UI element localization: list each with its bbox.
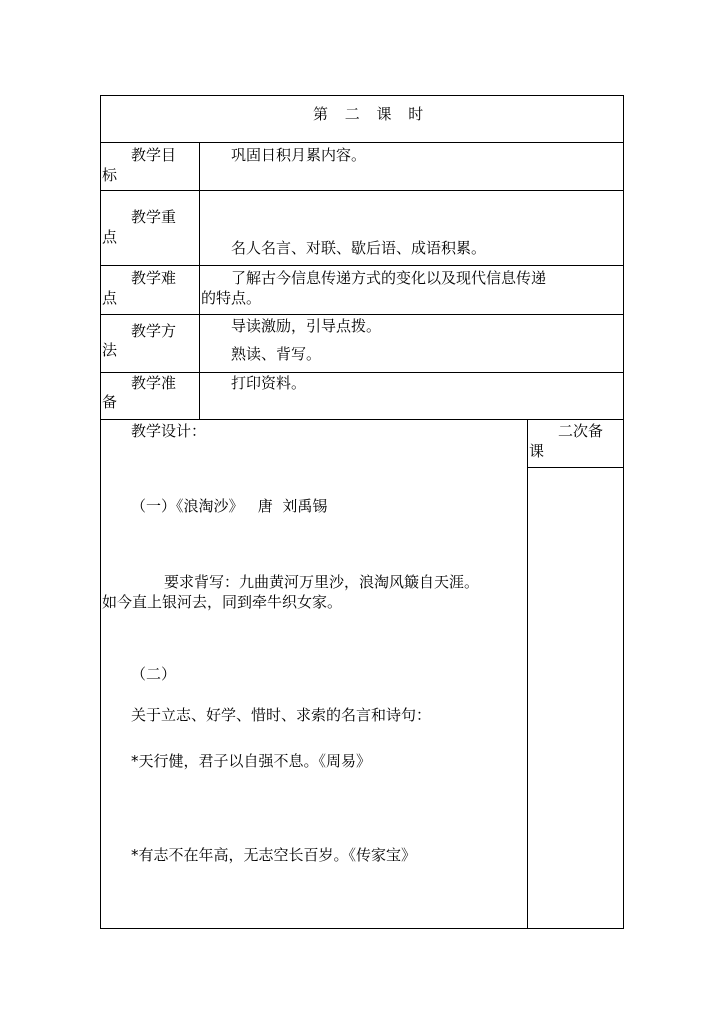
- section2-title: （二）: [131, 665, 177, 683]
- section2-intro: 关于立志、好学、惜时、求索的名言和诗句：: [131, 706, 432, 724]
- quote-item: *有志不在年高，无志空长百岁。《传家宝》: [131, 846, 417, 864]
- prep-content: 打印资料。: [231, 374, 307, 392]
- method-label-line2: 法: [102, 341, 118, 359]
- prep-label-line2: 备: [102, 393, 118, 411]
- table-border-left: [100, 95, 101, 929]
- goal-label-line1: 教学目: [131, 146, 177, 164]
- side-heading-line1: 二次备: [558, 422, 604, 440]
- table-border-top: [100, 95, 624, 96]
- table-border-right: [623, 95, 624, 929]
- quote-item: *天行健，君子以自强不息。《周易》: [131, 752, 372, 770]
- recite-line1: 要求背写：九曲黄河万里沙，浪淘风簸自天涯。: [164, 573, 480, 591]
- row-divider-title: [100, 142, 624, 143]
- focus-label-line2: 点: [102, 228, 118, 246]
- row-divider-focus: [100, 265, 624, 266]
- goal-label-line2: 标: [102, 166, 118, 184]
- side-heading-divider: [527, 467, 624, 468]
- label-column-divider: [199, 142, 200, 420]
- recite-line2: 如今直上银河去，同到牵牛织女家。: [102, 593, 343, 611]
- design-heading: 教学设计：: [131, 422, 207, 440]
- side-column-divider: [527, 419, 528, 929]
- difficulty-label-line2: 点: [102, 289, 118, 307]
- prep-label-line1: 教学准: [131, 374, 177, 392]
- row-divider-goal: [100, 190, 624, 191]
- row-divider-method: [100, 372, 624, 373]
- row-divider-difficulty: [100, 314, 624, 315]
- section1-title: （一）《浪淘沙》 唐 刘禹锡: [131, 497, 328, 515]
- method-label-line1: 教学方: [131, 322, 177, 340]
- difficulty-content-line1: 了解古今信息传递方式的变化以及现代信息传递: [231, 269, 547, 287]
- goal-content: 巩固日积月累内容。: [231, 146, 367, 164]
- row-divider-prep: [100, 419, 624, 420]
- focus-label-line1: 教学重: [131, 208, 177, 226]
- table-border-bottom: [100, 928, 624, 929]
- difficulty-content-line2: 的特点。: [201, 289, 262, 307]
- focus-content: 名人名言、对联、歇后语、成语积累。: [231, 239, 487, 257]
- difficulty-label-line1: 教学难: [131, 269, 177, 287]
- method-content-line1: 导读激励，引导点拨。: [231, 317, 382, 335]
- side-heading-line2: 课: [529, 442, 545, 460]
- lesson-title: 第 二 课 时: [313, 105, 430, 123]
- method-content-line2: 熟读、背写。: [231, 345, 322, 363]
